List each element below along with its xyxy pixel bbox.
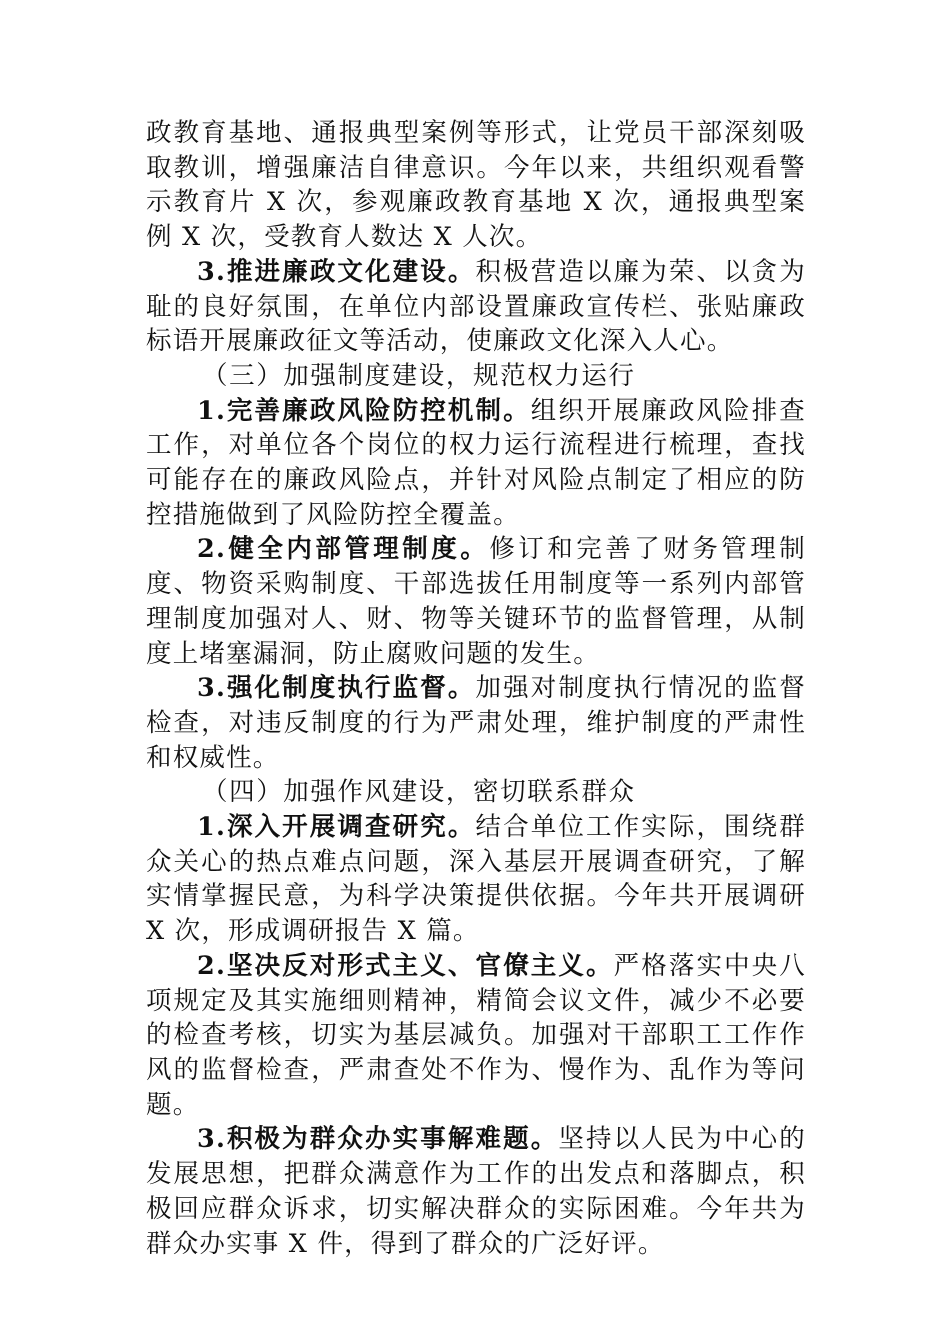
item-text: 组织开展廉政风险排查工作，对单位各个岗位的权力运行流程进行梳理，查找可能存在的廉政风险点，并针对风险点制定了相应的防控措施做到了风险防控全覆盖。 bbox=[146, 395, 806, 530]
item-text: 加强对制度执行情况的监督检查，对违反制度的行为严肃处理，维护制度的严肃性和权威性。 bbox=[146, 673, 806, 773]
item-text: 严格落实中央八项规定及其实施细则精神，精简会议文件，减少不必要的检查考核，切实为基层减负。加强对干部职工工作作风的监督检查，严肃查处不作为、慢作为、乱作为等问题。 bbox=[146, 950, 806, 1120]
paragraph-item bbox=[146, 255, 806, 359]
paragraph-item bbox=[146, 532, 806, 671]
item-text: 坚持以人民为中心的发展思想，把群众满意作为工作的出发点和落脚点，积极回应群众诉求，切实解决群众的实际困难。今年共为群众办实事 X 件，得到了群众的广泛好评。 bbox=[146, 1124, 806, 1259]
item-heading: 1.深入开展调查研究。 bbox=[197, 812, 476, 843]
item-heading: 2.坚决反对形式主义、官僚主义。 bbox=[197, 950, 614, 981]
paragraph-item bbox=[146, 1122, 806, 1261]
item-heading: 1.完善廉政风险防控机制。 bbox=[197, 395, 531, 426]
item-text: 修订和完善了财务管理制度、物资采购制度、干部选拔任用制度等一系列内部管理制度加强对人、财、物等关键环节的监督管理，从制度上堵塞漏洞，防止腐败问题的发生。 bbox=[146, 534, 806, 669]
item-heading: 3.强化制度执行监督。 bbox=[197, 673, 476, 704]
document-body bbox=[146, 116, 806, 1261]
item-heading: 2.健全内部管理制度。 bbox=[197, 534, 490, 565]
section-heading: （三）加强制度建设，规范权力运行 bbox=[202, 360, 636, 391]
item-text: 积极营造以廉为荣、以贪为耻的良好氛围，在单位内部设置廉政宣传栏、张贴廉政标语开展廉政征文等活动，使廉政文化深入人心。 bbox=[146, 256, 806, 357]
paragraph-continuation: 政教育基地、通报典型案例等形式，让党员干部深刻吸取教训，增强廉洁自律意识。今年以来，共组织观看警示教育片 X 次，参观廉政教育基地 X 次，通报典型案例 X 次，受教育人数达 X 人次。 bbox=[146, 118, 806, 253]
paragraph-item bbox=[146, 949, 806, 1123]
paragraph-item bbox=[146, 671, 806, 775]
item-heading: 3.推进廉政文化建设。 bbox=[197, 256, 476, 287]
paragraph-item bbox=[146, 810, 806, 949]
section-heading: （四）加强作风建设，密切联系群众 bbox=[202, 777, 636, 808]
item-text: 结合单位工作实际，围绕群众关心的热点难点问题，深入基层开展调查研究，了解实情掌握民意，为科学决策提供依据。今年共开展调研 X 次，形成调研报告 X 篇。 bbox=[146, 812, 806, 947]
paragraph-item bbox=[146, 394, 806, 533]
item-heading: 3.积极为群众办实事解难题。 bbox=[197, 1124, 559, 1155]
